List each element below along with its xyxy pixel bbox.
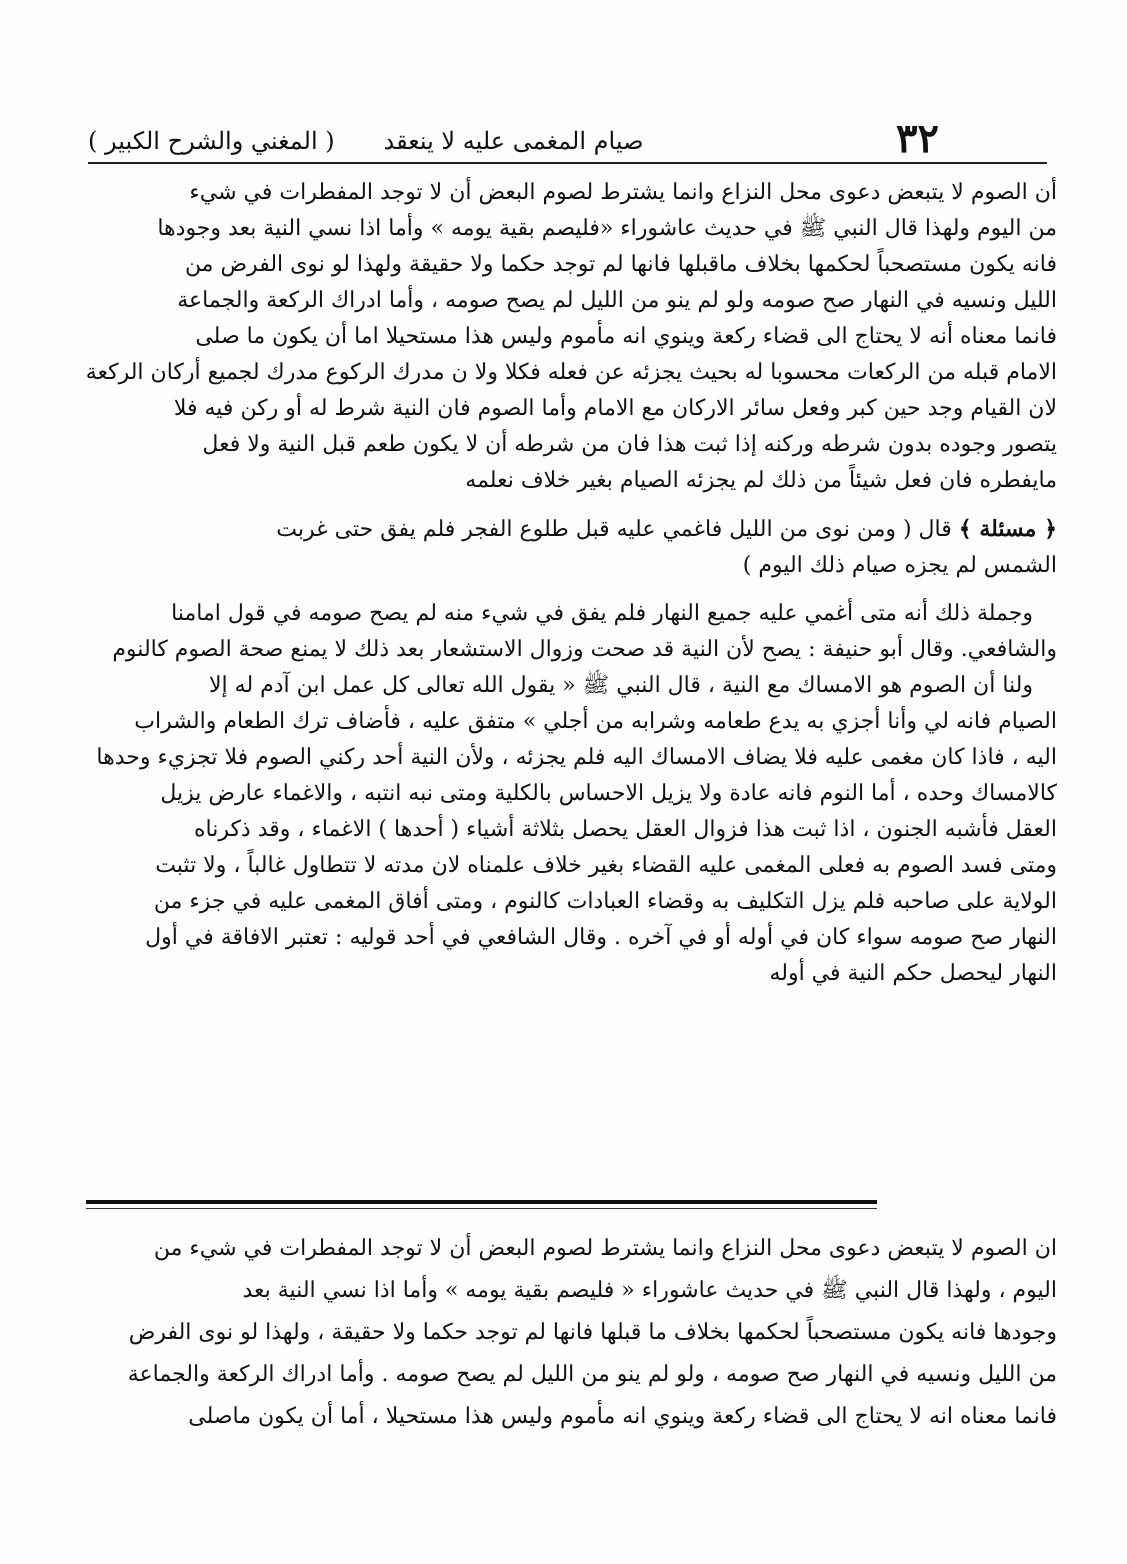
masala-line: [76, 511, 1057, 548]
text-line: اليه ، فاذا كان مغمى عليه فلا يضاف الامساك اليه فلم يجزئه ، ولأن النية أحد ركني الصوم فلا تجزيء وحدها: [96, 745, 1057, 770]
text-line: النهار صح صومه سواء كان في أوله أو في آخره . وقال الشافعي في أحد قوليه : تعتبر الافاقة في أول: [145, 925, 1057, 950]
text-line: مايفطره فان فعل شيئاً من ذلك لم يجزئه الصيام بغير خلاف نعلمه: [465, 468, 1057, 493]
text-line: فانه يكون مستصحباً لحكمها بخلاف ماقبلها فانها لم توجد حكما ولا حقيقة ولهذا لو نوى الفرض من: [184, 252, 1057, 277]
masala-marker: ﴿ مسئلة ﴾: [958, 516, 1057, 542]
text-line: النهار ليحصل حكم النية في أوله: [769, 961, 1057, 986]
text-line: كالامساك وحده ، أما النوم فانه عادة ولا يزيل الاحساس بالكلية ومتى نبه انتبه ، والاغماء عارض يزيل: [160, 781, 1057, 806]
text-line: أن الصوم لا يتبعض دعوى محل النزاع وانما يشترط لصوم البعض أن لا توجد المفطرات في شيء: [189, 180, 1057, 205]
text-line: العقل فأشبه الجنون ، اذا ثبت هذا فزوال العقل يحصل بثلاثة أشياء ( أحدها ) الاغماء ، وقد ذكرناه: [193, 817, 1057, 842]
footer-line: فانما معناه انه لا يحتاج الى قضاء ركعة وينوي انه مأموم وليس هذا مستحيلا ، أما أن يكون ماصلى: [188, 1404, 1057, 1429]
text-line: من اليوم ولهذا قال النبي ﷺ في حديث عاشوراء «فليصم بقية يومه » وأما اذا نسي النية بعد وجودها: [157, 216, 1057, 241]
masala-line: الشمس لم يجزه صيام ذلك اليوم ): [742, 553, 1057, 578]
footer-line: من الليل ونسيه في النهار صح صومه ، ولو لم ينو من الليل لم يصح صومه . وأما ادراك الركعة والجماعة: [127, 1362, 1057, 1387]
text-line: الامام قبله من الركعات محسوبا له بحيث يجزئه عن فعله فكلا ولا ن مدرك الركوع مدرك لجميع أركان الركعة: [85, 360, 1057, 385]
footer-rule: [86, 1200, 877, 1204]
page-number: ٣٢: [896, 115, 939, 162]
page-header: [88, 115, 939, 164]
text-line: الولاية على صاحبه فلم يزل التكليف به وقضاء العبادات كالنوم ، ومتى أفاق المغمى عليه في جزء من: [153, 889, 1057, 914]
text-line: ومتى فسد الصوم به فعلى المغمى عليه القضاء بغير خلاف علمناه لان مدته لا تتطاول غالباً ، ولا تثبت: [155, 853, 1057, 878]
text-line: وجملة ذلك أنه متى أغمي عليه جميع النهار فلم يفق في شيء منه لم يصح صومه في قول امامنا: [171, 601, 1033, 626]
text-line: ولنا أن الصوم هو الامساك مع النية ، قال النبي ﷺ « يقول الله تعالى كل عمل ابن آدم له إلا: [209, 673, 1033, 698]
header-rule: [88, 162, 1047, 164]
book-title: ( المغني والشرح الكبير ): [88, 127, 335, 155]
text-line: الليل ونسيه في النهار صح صومه ولو لم ينو من الليل لم يصح صومه ، وأما ادراك الركعة والجماعة: [177, 288, 1057, 313]
footer-line: وجودها فانه يكون مستصحباً لحكمها بخلاف ما قبلها فانها لم توجد حكما ولا حقيقة ، ولهذا لو نوى الفرض: [128, 1320, 1057, 1345]
running-title: صيام المغمى عليه لا ينعقد: [383, 127, 644, 155]
footer-rule-thin: [86, 1208, 877, 1209]
footer-line: ان الصوم لا يتبعض دعوى محل النزاع وانما يشترط لصوم البعض أن لا توجد المفطرات في شيء من: [153, 1236, 1057, 1261]
text-line: فانما معناه أنه لا يحتاج الى قضاء ركعة وينوي انه مأموم وليس هذا مستحيلا اما أن يكون ما صلى: [195, 324, 1057, 349]
footer-commentary: [76, 1228, 1057, 1438]
masala-text: قال ( ومن نوى من الليل فاغمي عليه قبل طلوع الفجر فلم يفق حتى غربت: [276, 517, 952, 542]
footer-line: اليوم ، ولهذا قال النبي ﷺ في حديث عاشوراء « فليصم بقية يومه » وأما اذا نسي النية بعد: [242, 1278, 1057, 1303]
text-line: الصيام فانه لي وأنا أجزي به يدع طعامه وشرابه من أجلي » متفق عليه ، فأضاف ترك الطعام والشراب: [134, 709, 1057, 734]
text-line: والشافعي. وقال أبو حنيفة : يصح لأن النية قد صحت وزوال الاستشعار بعد ذلك لا يمنع صحة الصوم كالنوم: [112, 637, 1057, 662]
text-line: يتصور وجوده بدون شرطه وركنه إذا ثبت هذا فان من شرطه أن لا يكون طعم قبل النية ولا فعل: [202, 432, 1057, 457]
text-line: لان القيام وجد حين كبر وفعل سائر الاركان مع الامام وأما الصوم فان النية شرط له أو ركن فيه فلا: [173, 396, 1057, 421]
main-text: [76, 175, 1057, 992]
